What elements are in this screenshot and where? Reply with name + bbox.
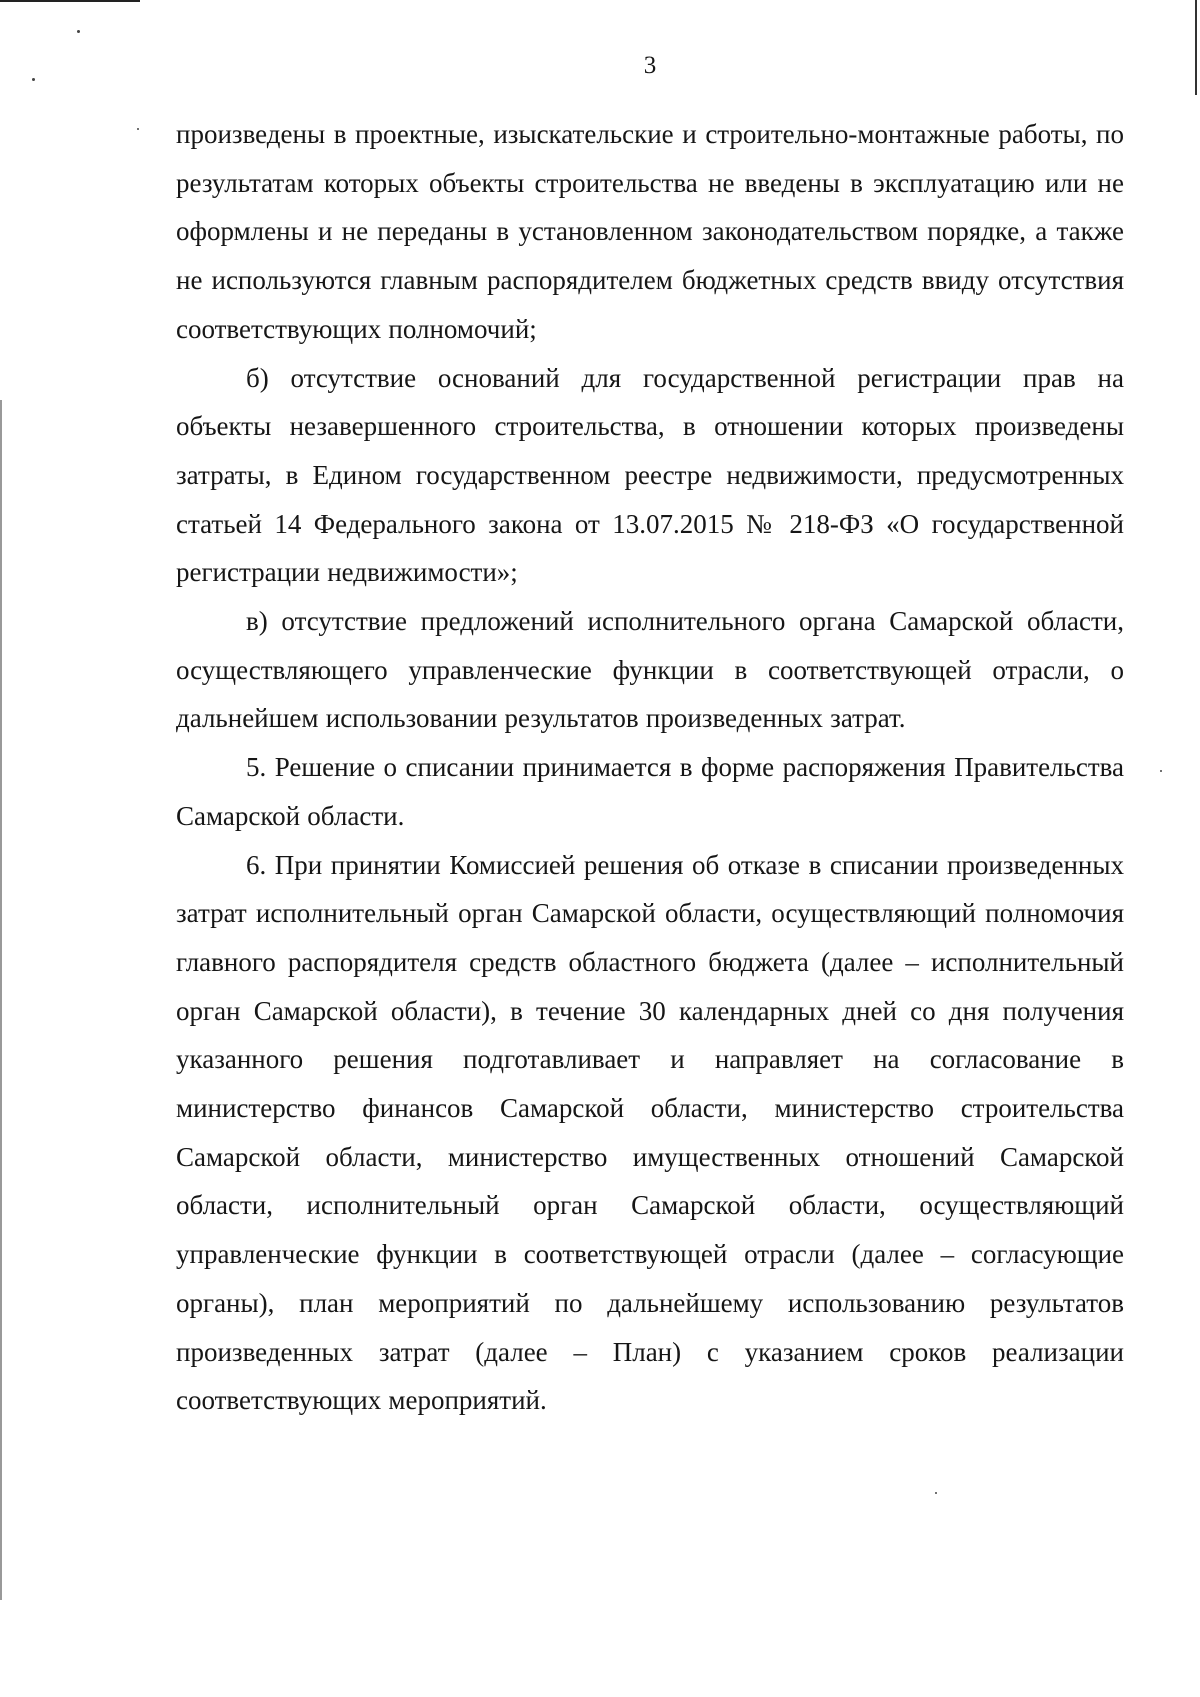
scan-artifact-right-edge — [1195, 0, 1197, 95]
scan-speck — [935, 1492, 937, 1494]
scan-speck — [137, 128, 139, 130]
document-body — [176, 110, 1124, 1425]
paragraph-item-v: в) отсутствие предложений исполнительного органа Самарской области, осуществляющего управленческие функции в соответствующей отрасли, о дальнейшем использовании результатов произведенных затрат. — [176, 606, 1124, 734]
paragraph-section-5: 5. Решение о списании принимается в форме распоряжения Правительства Самарской области. — [176, 752, 1124, 831]
paragraph-item-b: б) отсутствие оснований для государственной регистрации прав на объекты незавершенного строительства, в отношении которых произведены затраты, в Едином государственном реестре недвижимости, предусмотренных статьей 14 Федерального закона от 13.07.2015 № 218-ФЗ «О государственной регистрации недвижимости»; — [176, 362, 1124, 588]
scan-speck — [1160, 770, 1162, 772]
scan-artifact-top-line — [0, 0, 140, 2]
page-number: 3 — [643, 52, 657, 79]
paragraph-continuation: произведены в проектные, изыскательские и строительно-монтажные работы, по результатам которых объекты строительства не введены в эксплуатацию или не оформлены и не переданы в установленном законодательством порядке, а также не используются главным распорядителем бюджетных средств ввиду отсутствия соответствующих полномочий; — [176, 119, 1124, 344]
paragraph-section-6: 6. При принятии Комиссией решения об отказе в списании произведенных затрат исполнительный орган Самарской области, осуществляющий полномочия главного распорядителя средств областного бюджета (далее – исполнительный орган Самарской области), в течение 30 календарных дней со дня получения указанного решения подготавливает и направляет на согласование в министерство финансов Самарской области, министерство строительства Самарской области, министерство имущественных отношений Самарской области, исполнительный орган Самарской области, осуществляющий управленческие функции в соответствующей отрасли (далее – согласующие органы), план мероприятий по дальнейшему использованию результатов произведенных затрат (далее – План) с указанием сроков реализации соответствующих мероприятий. — [176, 849, 1124, 1416]
scan-artifact-left-edge — [0, 400, 2, 1600]
scan-speck — [77, 30, 80, 33]
